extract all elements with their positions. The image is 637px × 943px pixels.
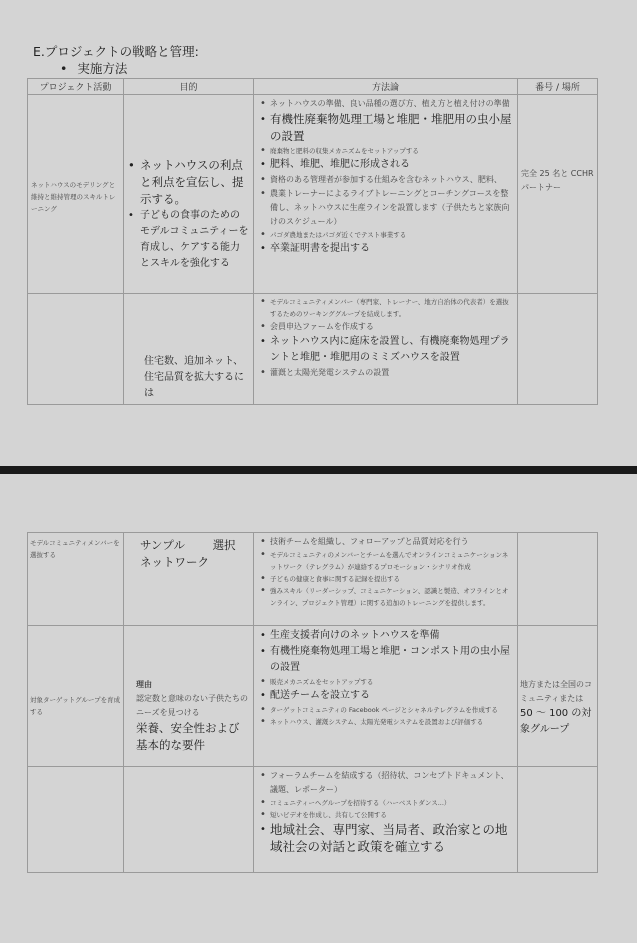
method-item: • 灌漑と太陽光発電システムの設置 [258, 366, 513, 380]
method-item: • 肥料、堆肥、堆肥に形成される [258, 157, 513, 173]
activity-cell [28, 95, 124, 294]
activity-cell [28, 626, 124, 767]
method-item: • 技術チームを組織し、フォローアップと品質対応を行う [258, 535, 513, 549]
method-item: • パゴダ農地またはパゴダ近くでテスト事業する [258, 229, 513, 241]
method-item: • 短いビデオを作成し、共有して公開する [258, 809, 513, 821]
goal-text-left: サンプル [140, 538, 185, 552]
goal-cell [124, 533, 254, 626]
method-item: • 生産支援者向けのネットハウスを準備 [258, 628, 513, 644]
method-item: • モデルコミュニティのメンバーとチームを選んでオンラインコミュニケーションネットワーク（テレグラム）が連絡するプロモーション・シナリオ作成 [258, 549, 513, 573]
method-item: • 農業トレーナーによるライブトレーニングとコーチングコースを整備し、ネットハウスに生産ラインを設置します（子供たちと家族向けのスケジュール） [258, 187, 513, 229]
method-item: • 地域社会、専門家、当局者、政治家との地域社会の対話と政策を確立する [258, 821, 513, 855]
location-text: 完全 25 名と CCHR パートナー [521, 169, 594, 192]
goal-item: • ネットハウスの利点と利点を宣伝し、提示する。 [128, 157, 249, 208]
method-list [254, 626, 517, 730]
table-header-row [28, 79, 598, 95]
method-list [254, 95, 517, 259]
goal-list [128, 157, 249, 272]
goal-cell [124, 626, 254, 767]
method-item: • ネットハウス内に庭床を設置し、有機廃棄物処理プラントと堆肥・堆肥用のミミズハウスを設置 [258, 334, 513, 366]
method-item: • ネットハウスの準備、良い品種の選び方、植え方と植え付けの準備 [258, 97, 513, 111]
activity-cell [28, 533, 124, 626]
goal-cell [124, 294, 254, 405]
method-item: • 強みスキル（リーダーシップ、コミュニケーション、認識と製造、オフラインとオンライン、プロジェクト管理）に関する追加のトレーニングを提供します。 [258, 585, 513, 609]
section-heading: E.プロジェクトの戦略と管理: [33, 44, 199, 59]
table-row [28, 294, 598, 405]
method-cell [254, 294, 518, 405]
subheading-text: 実施方法 [77, 61, 128, 76]
location-cell [518, 95, 598, 294]
method-item: • 有機性廃棄物処理工場と堆肥・堆肥用の虫小屋の設置 [258, 111, 513, 145]
goal-item: • 子どもの食事のためのモデルコミュニティーを育成し、ケアする能力とスキルを強化する [128, 208, 249, 272]
method-item: • モデルコミュニティメンバー（専門家、トレーナー、地方自治体の代表者）を選抜するためのワーキンググループを結成します。 [258, 296, 513, 320]
goal-text-line2: ネットワーク [140, 555, 209, 569]
method-cell [254, 95, 518, 294]
method-cell [254, 533, 518, 626]
activity-text: ネットハウスのモデリングと維持と維持管理のスキルトレーニング [31, 181, 116, 213]
method-item: • コミュニティーへグループを招待する（ハーベストダンス...） [258, 797, 513, 809]
method-item: • 販売メカニズムをセットアップする [258, 676, 513, 688]
method-item: • ターゲットコミュニティの Facebook ページとシャネルテレグラムを作成する [258, 704, 513, 716]
activity-text: 対象ターゲットグループを育成する [30, 696, 121, 716]
method-item: • 有機性廃棄物処理工場と堆肥・コンポスト用の虫小屋の設置 [258, 644, 513, 676]
header-activity: プロジェクト活動 [28, 79, 124, 95]
table-row [28, 533, 598, 626]
page-1 [0, 0, 637, 466]
page-2 [0, 474, 637, 943]
table-row [28, 626, 598, 767]
method-item: • 子どもの健康と食事に関する記録を提出する [258, 573, 513, 585]
location-cell [518, 767, 598, 873]
section-subheading [60, 61, 127, 77]
header-method: 方法論 [254, 79, 518, 95]
goal-text-right: 選択 [212, 538, 236, 552]
header-number: 番号 / 場所 [518, 79, 598, 95]
page-separator [0, 466, 637, 474]
goal-cell [124, 95, 254, 294]
method-item: • 会員申込ファームを作成する [258, 320, 513, 334]
method-cell [254, 626, 518, 767]
location-cell [518, 626, 598, 767]
method-item: • ネットハウス、灌漑システム、太陽光発電システムを設置および評価する [258, 716, 513, 728]
method-list [254, 294, 517, 382]
header-goal: 目的 [124, 79, 254, 95]
method-item: • フォーラムチームを結成する（招待状、コンセプトドキュメント、議題、レポーター） [258, 769, 513, 797]
table-row [28, 95, 598, 294]
goal-cell [124, 767, 254, 873]
method-item: • 卒業証明書を提出する [258, 241, 513, 257]
activity-text: モデルコミュニティメンバーを選抜する [30, 539, 120, 559]
method-cell [254, 767, 518, 873]
location-line: 50 ～ 100 の対象グループ [520, 708, 592, 735]
method-item: • 資格のある管理者が参加する仕組みを含むネットハウス、肥料、 [258, 173, 513, 187]
activity-cell [28, 294, 124, 405]
goal-line: 認定数と意味のない子供たちのニーズを見つける [136, 694, 248, 717]
table-row [28, 767, 598, 873]
strategy-table-1 [27, 78, 598, 405]
goal-line: 理由 [136, 680, 152, 689]
goal-text: 住宅数、追加ネット、住宅品質を拡大するには [144, 356, 244, 399]
method-list [254, 767, 517, 857]
location-cell [518, 533, 598, 626]
activity-cell [28, 767, 124, 873]
method-item: • 廃棄物と肥料の収集メカニズムをセットアップする [258, 145, 513, 157]
goal-line: 栄養、安全性および基本的な要件 [136, 721, 240, 752]
strategy-table-2 [27, 532, 598, 873]
method-item: • 配送チームを設立する [258, 688, 513, 704]
method-list [254, 533, 517, 611]
bullet-icon: • [60, 61, 68, 76]
location-cell [518, 294, 598, 405]
location-line: 地方または全国のコミュニティまたは [520, 680, 592, 703]
